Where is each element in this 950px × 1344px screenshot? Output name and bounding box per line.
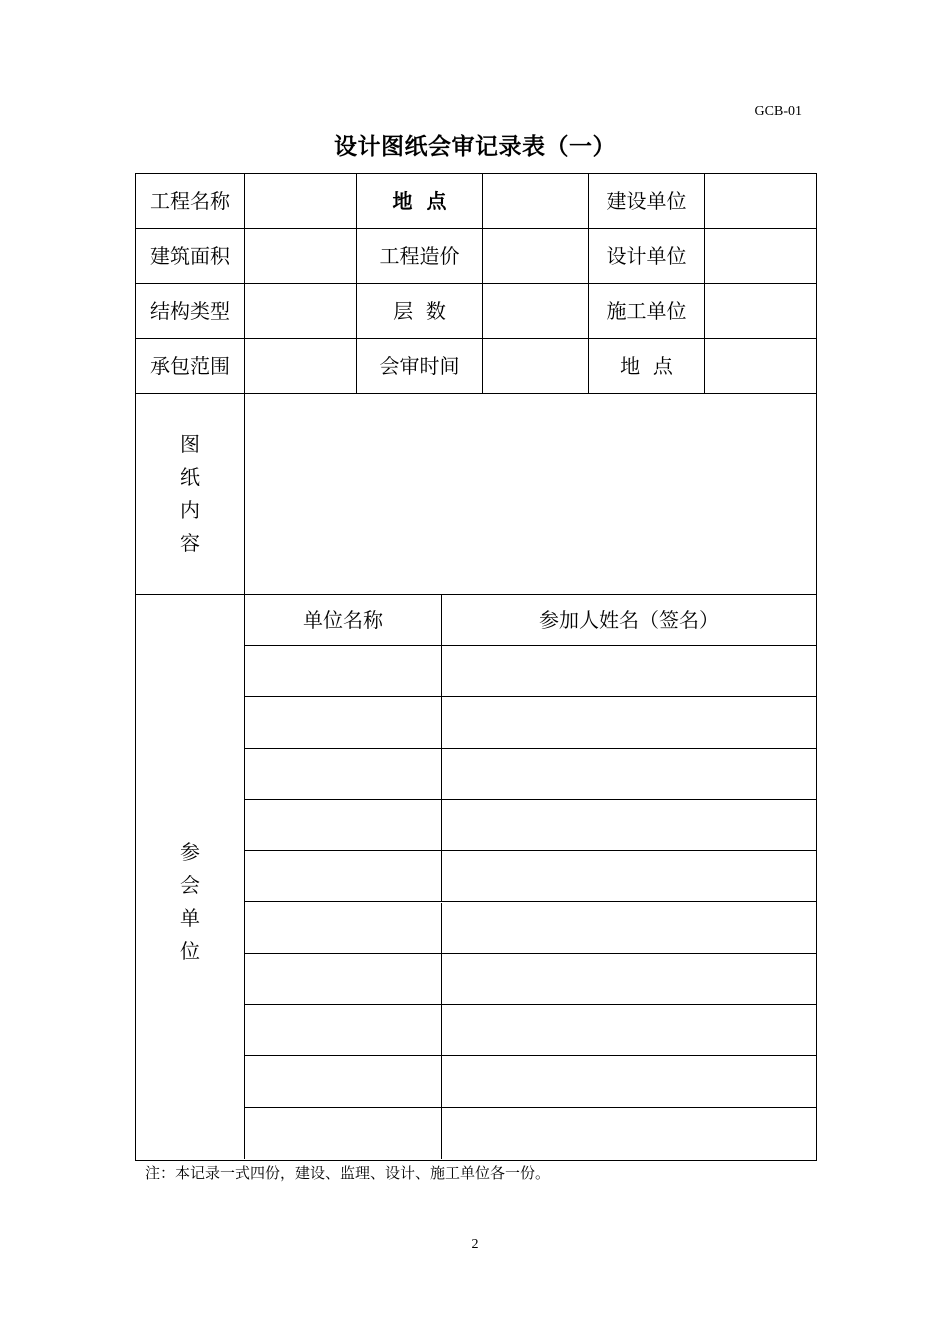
participant-unit-field[interactable] (245, 800, 442, 851)
participant-unit-field[interactable] (245, 697, 442, 748)
field-design-unit[interactable] (705, 229, 816, 284)
participant-unit-field[interactable] (245, 1005, 442, 1056)
label-structure-type: 结构类型 (136, 284, 245, 339)
field-drawing-content[interactable] (245, 394, 816, 595)
participant-signature-field[interactable] (442, 903, 816, 954)
participant-unit-field[interactable] (245, 903, 442, 954)
label-client-unit: 建设单位 (589, 174, 705, 229)
label-participating-units-char: 参 (180, 840, 200, 864)
participant-signature-field[interactable] (442, 800, 816, 851)
field-structure-type[interactable] (245, 284, 357, 339)
label-drawing-content-char: 图 (180, 432, 200, 456)
field-floors[interactable] (483, 284, 589, 339)
field-project-name[interactable] (245, 174, 357, 229)
participant-signature-field[interactable] (442, 954, 816, 1005)
page-number: 2 (471, 1237, 479, 1252)
field-location[interactable] (483, 174, 589, 229)
label-review-location: 地 点 (589, 339, 705, 394)
field-client-unit[interactable] (705, 174, 816, 229)
label-design-unit: 设计单位 (589, 229, 705, 284)
participant-unit-field[interactable] (245, 1056, 442, 1107)
label-drawing-content (136, 394, 245, 595)
participant-unit-field[interactable] (245, 954, 442, 1005)
field-building-area[interactable] (245, 229, 357, 284)
label-drawing-content-char: 纸 (180, 465, 200, 489)
participant-unit-field[interactable] (245, 749, 442, 800)
header-unit-name: 单位名称 (245, 595, 442, 646)
form-code: GCB-01 (754, 104, 802, 119)
label-building-area: 建筑面积 (136, 229, 245, 284)
review-record-form (135, 173, 817, 1161)
participant-unit-field[interactable] (245, 851, 442, 902)
participant-unit-field[interactable] (245, 646, 442, 697)
label-contract-scope: 承包范围 (136, 339, 245, 394)
label-drawing-content-char: 容 (180, 531, 200, 555)
label-construction-unit: 施工单位 (589, 284, 705, 339)
participant-signature-field[interactable] (442, 1005, 816, 1056)
field-review-location[interactable] (705, 339, 816, 394)
field-project-cost[interactable] (483, 229, 589, 284)
label-floors: 层 数 (357, 284, 483, 339)
label-participating-units (136, 595, 245, 1159)
participant-signature-field[interactable] (442, 646, 816, 697)
label-review-time: 会审时间 (357, 339, 483, 394)
field-contract-scope[interactable] (245, 339, 357, 394)
participant-signature-field[interactable] (442, 697, 816, 748)
participant-signature-field[interactable] (442, 1056, 816, 1107)
header-attendee-name: 参加人姓名（签名） (442, 595, 816, 646)
participant-signature-field[interactable] (442, 749, 816, 800)
label-participating-units-char: 单 (180, 906, 200, 930)
label-participating-units-char: 会 (180, 873, 200, 897)
footnote: 注：本记录一式四份，建设、监理、设计、施工单位各一份。 (145, 1164, 551, 1182)
participant-unit-field[interactable] (245, 1108, 442, 1159)
label-project-name: 工程名称 (136, 174, 245, 229)
participant-signature-field[interactable] (442, 1108, 816, 1159)
label-location: 地 点 (357, 174, 483, 229)
field-review-time[interactable] (483, 339, 589, 394)
label-project-cost: 工程造价 (357, 229, 483, 284)
field-construction-unit[interactable] (705, 284, 816, 339)
page-title: 设计图纸会审记录表（一） (334, 134, 616, 160)
label-drawing-content-char: 内 (180, 498, 200, 522)
participant-signature-field[interactable] (442, 851, 816, 902)
label-participating-units-char: 位 (180, 939, 200, 963)
